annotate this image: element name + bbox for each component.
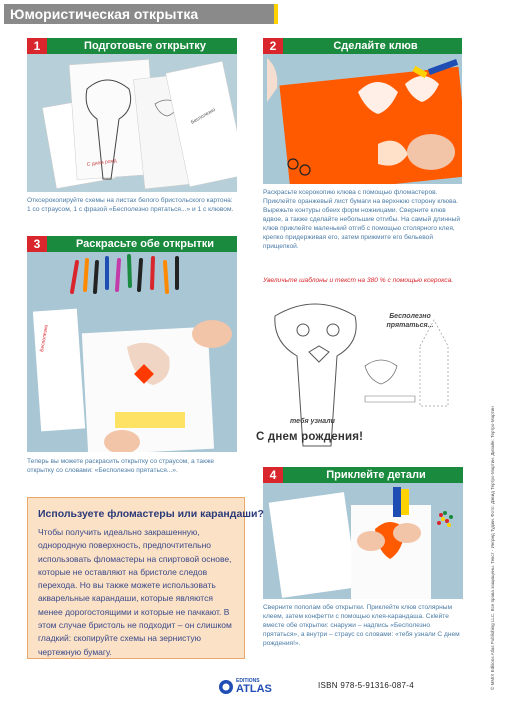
page-title: Юмористическая открытка bbox=[10, 6, 199, 22]
step-title: Сделайте клюв bbox=[333, 40, 418, 52]
page-title-bar bbox=[4, 4, 278, 24]
logo-big-text: ATLAS bbox=[236, 683, 272, 695]
template-hide: Бесполезно прятаться... bbox=[386, 313, 434, 329]
step-2-header bbox=[263, 38, 462, 54]
step-1-caption: Отксерокопируйте схемы на листах белого бристольского картона: 1 со страусом, 1 с фразой «Бесполезно прятаться...» и 1 с клювом. bbox=[27, 197, 234, 213]
isbn: ISBN 978-5-91316-087-4 bbox=[318, 681, 414, 690]
svg-text:С днем рожд: С днем рожд bbox=[86, 157, 118, 168]
step-title: Раскрасьте обе открытки bbox=[75, 238, 215, 250]
step-title: Подготовьте открытку bbox=[84, 40, 206, 52]
step-4-header bbox=[263, 467, 463, 483]
step-number: 3 bbox=[27, 236, 47, 252]
step-3-photo bbox=[27, 252, 237, 452]
step-2-illustration bbox=[263, 54, 462, 184]
svg-text:Бесполезно: Бесполезно bbox=[39, 324, 50, 353]
atlas-logo bbox=[218, 678, 288, 696]
step-4-caption: Сверните пополам обе открытки. Приклейте клюв столярным клеем, затем конфетти с помощью клея-карандаша. Скleйте вместе обе открытки: снаружи – надпись «Бесполезно прятаться», а внутри – страус со словами: «тебя узнали С днем рождения!». bbox=[263, 604, 460, 647]
step-1-illustration bbox=[27, 54, 237, 192]
logo-small-text: EDITIONS bbox=[236, 678, 260, 684]
step-number: 1 bbox=[27, 38, 47, 54]
tip-body: Чтобы получить идеально закрашенную, однородную поверхность, предпочтительно использовать фломастеры на спиртовой основе, которые не оставляют на бристоле следов перехода. Но вы также можете использовать акварельные карандаши, которые являются менее дорогостоящими и которые не пачкают. В этом случае бристоль не подходит – он слишком гладкий: скопируйте схемы на зернистую чертежную бумагу. bbox=[38, 527, 232, 657]
step-4-photo bbox=[263, 483, 463, 599]
svg-text:Бесполезно: Бесполезно bbox=[190, 106, 217, 126]
step-4-illustration bbox=[263, 483, 463, 599]
copyright-side bbox=[490, 360, 502, 690]
step-title: Приклейте детали bbox=[326, 469, 426, 481]
enlarge-note: Увеличьте шаблоны и текст на 380 % с помощью ксерокса. bbox=[263, 277, 454, 284]
step-3-header bbox=[27, 236, 237, 252]
step-1-photo bbox=[27, 54, 237, 192]
template-recognized: тебя узнали bbox=[290, 418, 335, 425]
step-number: 4 bbox=[263, 467, 283, 483]
step-number: 2 bbox=[263, 38, 283, 54]
copyright-text: © MMIX Editions Atlas Publishing LLC. Все права защищены. Текст - Ингрид Туджи. Фото: Дэвид Тертро-Мартин. Дизайн: Тертро-Мартин bbox=[490, 406, 495, 690]
step-1-header bbox=[27, 38, 237, 54]
template-birthday: С днем рождения! bbox=[256, 431, 364, 443]
tip-title: Используете фломастеры или карандаши? bbox=[38, 508, 264, 520]
step-3-illustration bbox=[27, 252, 237, 452]
step-3-caption: Теперь вы можете раскрасить открытку со страусом, а также открытку со словами: «Бесполезно прятаться...». bbox=[27, 458, 215, 474]
tip-box bbox=[27, 497, 264, 659]
step-2-caption: Раскрасьте ксерокопию клюва с помощью фломастеров. Приклейте оранжевый лист бумаги на верхнюю сторону клюва. Вырежьте контуры обеих форм ножницами. Сверните клюв вдвое, а также сделайте небольшие отгибы. На самый длинный клюв приклейте маленький отгиб с помощью столярного клея, крепко придерживая его, затем прижмите его бельевой прищепкой. bbox=[263, 189, 461, 250]
step-2-photo bbox=[263, 54, 462, 184]
